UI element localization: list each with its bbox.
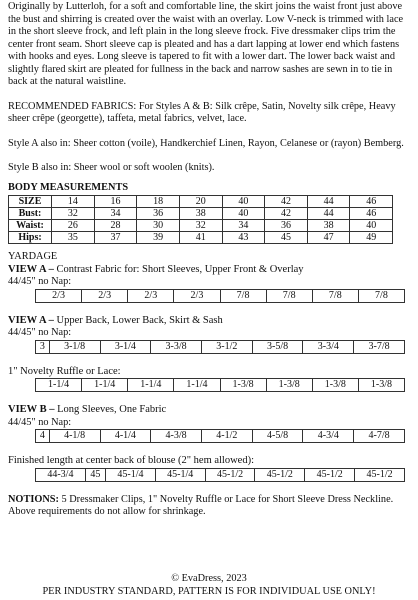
license-notice: PER INDUSTRY STANDARD, PATTERN IS FOR INDIVIDUAL USE ONLY! xyxy=(42,586,376,597)
yardage-cell: 3-3/4 xyxy=(303,340,354,353)
body-cell: 32 xyxy=(179,220,222,232)
yardage-cell: 45-1/2 xyxy=(305,468,355,481)
body-cell: 35 xyxy=(52,232,95,244)
yardage-cell: 4-3/4 xyxy=(303,430,354,443)
yardage-cell: 1-3/8 xyxy=(312,379,358,392)
yardage-cell: 7/8 xyxy=(220,289,266,302)
body-cell: 40 xyxy=(222,196,265,208)
yardage-section-title: VIEW A – Upper Back, Lower Back, Skirt & Sash xyxy=(8,314,223,326)
body-cell: 38 xyxy=(179,208,222,220)
body-cell: 34 xyxy=(222,220,265,232)
body-row-label: SIZE xyxy=(9,196,52,208)
yardage-table xyxy=(35,378,405,392)
yardage-cell: 2/3 xyxy=(82,289,128,302)
body-cell: 39 xyxy=(137,232,180,244)
yardage-cell: 4-5/8 xyxy=(252,430,303,443)
yardage-cell: 45-1/4 xyxy=(106,468,156,481)
yardage-cell: 3-7/8 xyxy=(354,340,405,353)
yardage-cell: 4-7/8 xyxy=(354,430,405,443)
yardage-cell: 3-1/2 xyxy=(201,340,252,353)
yardage-cell: 7/8 xyxy=(358,289,404,302)
body-cell: 47 xyxy=(307,232,350,244)
yardage-cell: 3-1/8 xyxy=(49,340,100,353)
yardage-cell: 4 xyxy=(36,430,50,443)
yardage-cell: 7/8 xyxy=(312,289,358,302)
body-cell: 37 xyxy=(94,232,137,244)
style-a-fabrics: Style A also in: Sheer cotton (voile), Handkerchief Linen, Rayon, Celanese or (rayon) Bemberg. xyxy=(8,137,404,149)
body-row xyxy=(9,196,393,208)
yardage-table xyxy=(35,289,405,303)
body-cell: 26 xyxy=(52,220,95,232)
body-cell: 30 xyxy=(137,220,180,232)
yardage-table xyxy=(35,468,405,482)
yardage-cell: 1-3/8 xyxy=(220,379,266,392)
yardage-nap-label: 44/45" no Nap: xyxy=(8,276,72,287)
body-cell: 43 xyxy=(222,232,265,244)
yardage-sections xyxy=(8,264,410,482)
yardage-cell: 1-3/8 xyxy=(358,379,404,392)
body-row xyxy=(9,220,393,232)
yardage-cell: 4-3/8 xyxy=(151,430,202,443)
body-cell: 28 xyxy=(94,220,137,232)
notions: NOTIONS: 5 Dressmaker Clips, 1" Novelty Ruffle or Lace for Short Sleeve Dress Neckline. xyxy=(8,493,394,505)
yardage-cell: 4-1/4 xyxy=(100,430,151,443)
body-cell: 38 xyxy=(307,220,350,232)
body-cell: 34 xyxy=(94,208,137,220)
body-measurements-title: BODY MEASUREMENTS xyxy=(8,181,129,193)
yardage-cell: 45 xyxy=(85,468,105,481)
yardage-title: YARDAGE xyxy=(8,251,58,262)
body-cell: 18 xyxy=(137,196,180,208)
body-cell: 44 xyxy=(307,196,350,208)
yardage-section-title: VIEW B – Long Sleeves, One Fabric xyxy=(8,404,167,415)
yardage-cell: 45-1/4 xyxy=(155,468,205,481)
yardage-cell: 45-1/2 xyxy=(255,468,305,481)
body-row-label: Hips: xyxy=(9,232,52,244)
yardage-cell: 3 xyxy=(36,340,50,353)
yardage-cell: 45-1/2 xyxy=(355,468,405,481)
body-cell: 45 xyxy=(265,232,308,244)
yardage-cell: 4-1/2 xyxy=(201,430,252,443)
yardage-cell: 7/8 xyxy=(266,289,312,302)
yardage-cell: 1-1/4 xyxy=(128,379,174,392)
recommended-fabrics: RECOMMENDED FABRICS: For Styles A & B: Silk crêpe, Satin, Novelty silk crêpe, Heavy sheer crêpe (georgette), taffeta, metal fabrics, velvet, lace. xyxy=(8,100,396,124)
body-cell: 14 xyxy=(52,196,95,208)
yardage-cell: 3-1/4 xyxy=(100,340,151,353)
body-cell: 42 xyxy=(265,196,308,208)
intro-paragraph: Originally by Lutterloh, for a soft and comfortable line, the skirt joins the waist front just above the bust and shirring is created over the waist with an overlay. Low V-neck is trimmed with lace in the short sleeve frock, and left plain in the long sleeve frock. Five dressmaker clips trim the center front seam. Short sleeve cap is pleated and has a dart lapping at lower end which fastens with hooks and eyes. Long sleeve is tapered to fit with a lower dart. The lower back waist and slightly flared skirt are pleated for fullness in the back and narrow sashes are sewn in to tie in back at the natural waistline. xyxy=(8,1,404,87)
yardage-table xyxy=(35,429,405,443)
body-cell: 46 xyxy=(350,196,393,208)
body-row-label: Waist: xyxy=(9,220,52,232)
body-cell: 16 xyxy=(94,196,137,208)
yardage-cell: 44-3/4 xyxy=(36,468,86,481)
body-cell: 20 xyxy=(179,196,222,208)
yardage-cell: 3-5/8 xyxy=(252,340,303,353)
yardage-cell: 1-3/8 xyxy=(266,379,312,392)
yardage-nap-label: 44/45" no Nap: xyxy=(8,327,72,338)
body-row xyxy=(9,232,393,244)
body-cell: 40 xyxy=(222,208,265,220)
body-cell: 44 xyxy=(307,208,350,220)
body-cell: 41 xyxy=(179,232,222,244)
body-row-label: Bust: xyxy=(9,208,52,220)
yardage-table xyxy=(35,340,405,354)
copyright: © EvaDress, 2023 xyxy=(171,573,247,584)
yardage-cell: 1-1/4 xyxy=(36,379,82,392)
yardage-cell: 2/3 xyxy=(174,289,220,302)
yardage-nap-label: 44/45" no Nap: xyxy=(8,416,72,428)
body-row xyxy=(9,208,393,220)
yardage-cell: 1-1/4 xyxy=(82,379,128,392)
yardage-section-title: VIEW A – Contrast Fabric for: Short Sleeves, Upper Front & Overlay xyxy=(8,263,304,275)
body-cell: 32 xyxy=(52,208,95,220)
body-cell: 46 xyxy=(350,208,393,220)
style-b-fabrics: Style B also in: Sheer wool or soft woolen (knits). xyxy=(8,162,215,173)
yardage-cell: 2/3 xyxy=(36,289,82,302)
yardage-section-title: 1" Novelty Ruffle or Lace: xyxy=(8,365,121,377)
body-cell: 42 xyxy=(265,208,308,220)
body-cell: 36 xyxy=(265,220,308,232)
body-cell: 36 xyxy=(137,208,180,220)
shrinkage-note: Above requirements do not allow for shrinkage. xyxy=(8,506,206,517)
yardage-cell: 1-1/4 xyxy=(174,379,220,392)
body-measurements-table xyxy=(8,195,393,244)
yardage-cell: 2/3 xyxy=(128,289,174,302)
yardage-cell: 3-3/8 xyxy=(151,340,202,353)
yardage-cell: 45-1/2 xyxy=(205,468,255,481)
yardage-cell: 4-1/8 xyxy=(49,430,100,443)
yardage-section-title: Finished length at center back of blouse (2" hem allowed): xyxy=(8,455,255,466)
body-cell: 49 xyxy=(350,232,393,244)
body-cell: 40 xyxy=(350,220,393,232)
